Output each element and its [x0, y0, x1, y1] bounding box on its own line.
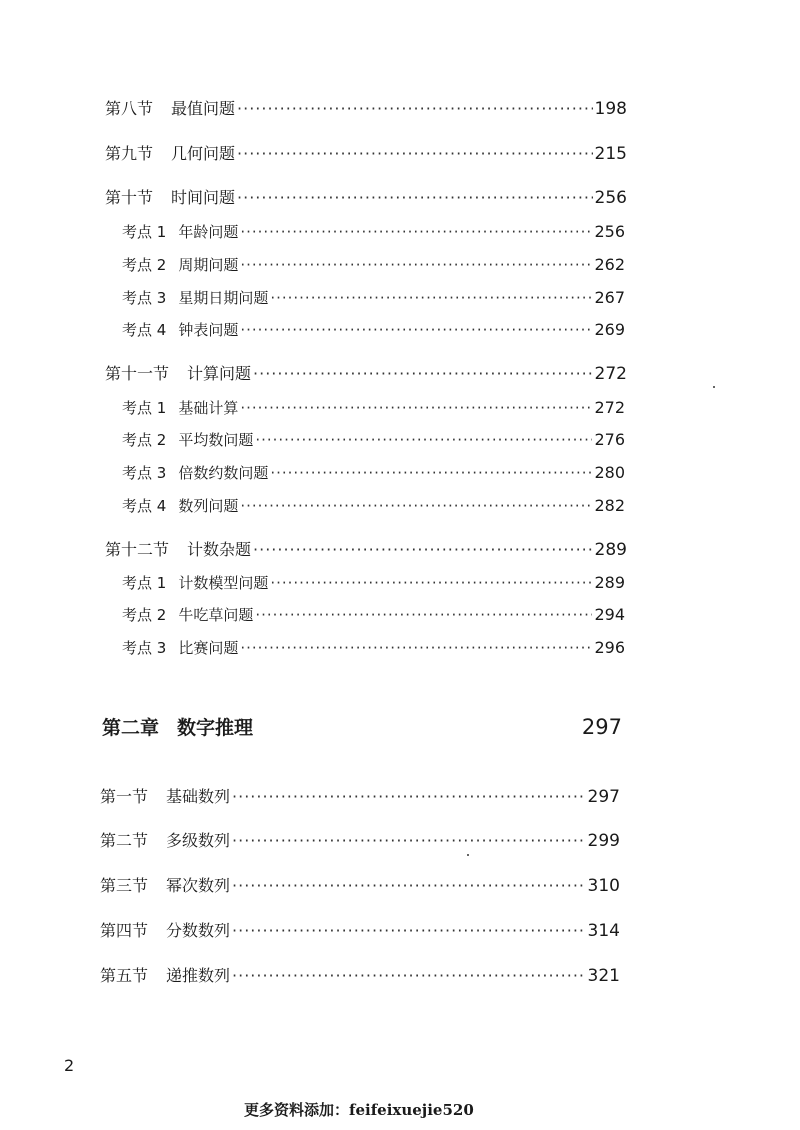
- page-ref: 280: [594, 463, 625, 482]
- page-ref: 276: [594, 430, 625, 449]
- section-title: 最值问题: [171, 99, 236, 118]
- section-title: 递推数列: [166, 966, 231, 985]
- toc-ch2-section-4[interactable]: [100, 918, 620, 941]
- point-title: 周期问题: [178, 256, 239, 274]
- toc-point[interactable]: [122, 397, 625, 418]
- toc-point[interactable]: [122, 429, 625, 450]
- point-number: 考点 4: [122, 321, 167, 339]
- section-number: 第八节: [105, 99, 154, 118]
- page-ref: 198: [594, 99, 627, 119]
- toc-ch2-section-1[interactable]: [100, 784, 620, 807]
- page-ref: 282: [594, 496, 625, 515]
- dot-leader: [253, 540, 593, 559]
- toc-section-12[interactable]: [105, 537, 627, 560]
- dot-leader: [232, 787, 586, 806]
- toc-point[interactable]: [122, 254, 625, 275]
- page-ref: 256: [594, 188, 627, 208]
- point-title: 平均数问题: [178, 431, 254, 449]
- page-ref: 297: [587, 787, 620, 807]
- section-number: 第二节: [100, 831, 149, 850]
- dot-leader: [270, 574, 592, 592]
- point-number: 考点 2: [122, 256, 167, 274]
- section-title: 时间问题: [171, 188, 236, 207]
- page-ref: 294: [594, 605, 625, 624]
- toc-point[interactable]: [122, 462, 625, 483]
- chapter-page-ref: 297: [581, 715, 622, 739]
- point-number: 考点 1: [122, 399, 167, 417]
- point-number: 考点 1: [122, 574, 167, 592]
- toc-point[interactable]: [122, 287, 625, 308]
- dot-leader: [240, 399, 592, 417]
- section-number: 第一节: [100, 787, 149, 806]
- chapter-number: 第二章: [102, 717, 160, 739]
- section-number: 第四节: [100, 921, 149, 940]
- point-title: 年龄问题: [178, 223, 239, 241]
- toc-section-10[interactable]: [105, 185, 627, 208]
- toc-point[interactable]: [122, 572, 625, 593]
- dot-leader: [237, 99, 593, 118]
- chapter-title: 数字推理: [177, 717, 254, 739]
- section-number: 第五节: [100, 966, 149, 985]
- toc-point[interactable]: [122, 495, 625, 516]
- toc-chapter-2[interactable]: [102, 713, 622, 743]
- point-title: 星期日期问题: [178, 289, 269, 307]
- section-title: 多级数列: [166, 831, 231, 850]
- toc-ch2-section-2[interactable]: [100, 828, 620, 851]
- dot-leader: [240, 256, 592, 274]
- dot-leader: [255, 431, 592, 449]
- point-number: 考点 3: [122, 289, 167, 307]
- toc-section-11[interactable]: [105, 361, 627, 384]
- page-ref: 321: [587, 966, 620, 986]
- page-ref: 262: [594, 255, 625, 274]
- point-title: 计数模型问题: [178, 574, 269, 592]
- section-number: 第三节: [100, 876, 149, 895]
- page-ref: 310: [587, 876, 620, 896]
- point-number: 考点 2: [122, 431, 167, 449]
- section-title: 分数数列: [166, 921, 231, 940]
- page-ref: 272: [594, 398, 625, 417]
- dot-leader: [270, 289, 592, 307]
- toc-point[interactable]: [122, 221, 625, 242]
- page-ref: 296: [594, 638, 625, 657]
- page-ref: 272: [594, 364, 627, 384]
- toc-ch2-section-5[interactable]: [100, 963, 620, 986]
- point-title: 牛吃草问题: [178, 606, 254, 624]
- dot-leader: [270, 464, 592, 482]
- dot-leader: [232, 876, 586, 895]
- section-title: 计数杂题: [187, 540, 252, 559]
- point-title: 比赛问题: [178, 639, 239, 657]
- dot-leader: [232, 921, 586, 940]
- section-number: 第十节: [105, 188, 154, 207]
- section-title: 基础数列: [166, 787, 231, 806]
- point-number: 考点 3: [122, 639, 167, 657]
- point-title: 数列问题: [178, 497, 239, 515]
- toc-section-9[interactable]: [105, 141, 627, 164]
- toc-point[interactable]: [122, 604, 625, 625]
- section-number: 第十二节: [105, 540, 170, 559]
- page-ref: 269: [594, 320, 625, 339]
- toc-ch2-section-3[interactable]: [100, 873, 620, 896]
- point-number: 考点 4: [122, 497, 167, 515]
- section-title: 几何问题: [171, 144, 236, 163]
- dot-leader: [240, 639, 592, 657]
- section-number: 第十一节: [105, 364, 170, 383]
- toc-point[interactable]: [122, 637, 625, 658]
- page-ref: 289: [594, 540, 627, 560]
- footer-note: 更多资料添加：feifeixuejie520: [244, 1101, 474, 1119]
- point-number: 考点 2: [122, 606, 167, 624]
- point-number: 考点 1: [122, 223, 167, 241]
- page-ref: 289: [594, 573, 625, 592]
- dot-leader: [232, 966, 586, 985]
- page-ref: 267: [594, 288, 625, 307]
- page-ref: 215: [594, 144, 627, 164]
- point-title: 钟表问题: [178, 321, 239, 339]
- toc-section-8[interactable]: [105, 96, 627, 119]
- dot-leader: [232, 831, 586, 850]
- page-ref: 299: [587, 831, 620, 851]
- page-ref: 314: [587, 921, 620, 941]
- toc-point[interactable]: [122, 319, 625, 340]
- page-number: 2: [64, 1056, 75, 1075]
- point-title: 倍数约数问题: [178, 464, 269, 482]
- dot-leader: [240, 321, 592, 339]
- scan-speck: [713, 386, 715, 388]
- dot-leader: [240, 497, 592, 515]
- point-number: 考点 3: [122, 464, 167, 482]
- section-title: 计算问题: [187, 364, 252, 383]
- dot-leader: [237, 188, 593, 207]
- section-number: 第九节: [105, 144, 154, 163]
- dot-leader: [255, 606, 592, 624]
- dot-leader: [253, 364, 593, 383]
- point-title: 基础计算: [178, 399, 239, 417]
- scan-speck: [467, 854, 469, 856]
- page-ref: 256: [594, 222, 625, 241]
- dot-leader: [240, 223, 592, 241]
- section-title: 幂次数列: [166, 876, 231, 895]
- dot-leader: [237, 144, 593, 163]
